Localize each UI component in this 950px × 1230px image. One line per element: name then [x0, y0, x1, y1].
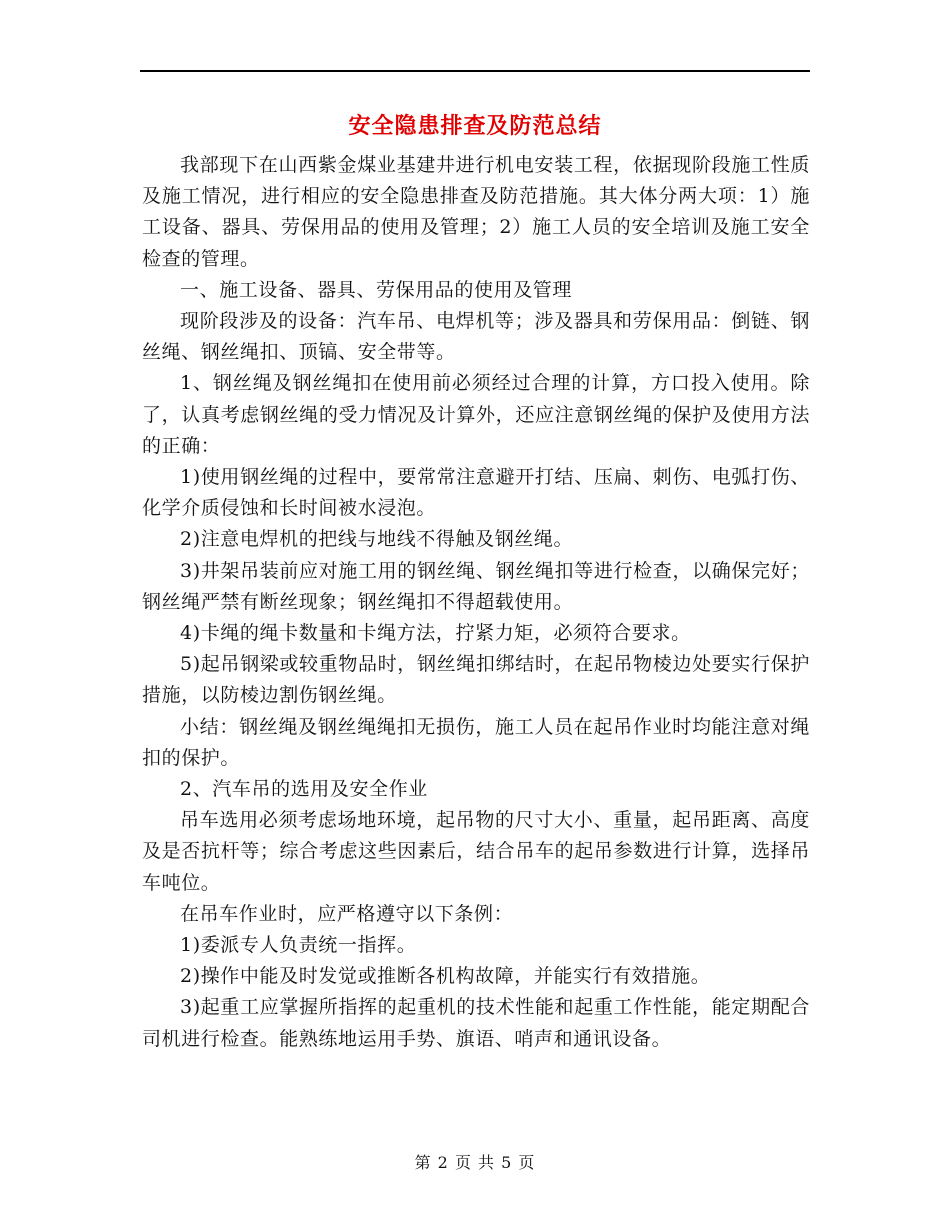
list-item-rope-2: 2)注意电焊机的把线与地线不得触及钢丝绳。 — [180, 528, 574, 551]
page-number-footer: 第 2 页 共 5 页 — [414, 1153, 536, 1172]
list-item-crane-3: 3)起重工应掌握所指挥的起重机的技术性能和起重工作性能，能定期配合司机进行检查。能熟练地运用手势、旗语、哨声和通讯设备。 — [142, 996, 810, 1050]
paragraph-wire-rope: 1、钢丝绳及钢丝绳扣在使用前必须经过合理的计算，方口投入使用。除了，认真考虑钢丝绳的受力情况及计算外，还应注意钢丝绳的保护及使用方法的正确： — [142, 372, 810, 457]
subsection-heading-crane: 2、汽车吊的选用及安全作业 — [180, 778, 428, 801]
document-title: 安全隐患排查及防范总结 — [348, 113, 602, 139]
list-item-rope-1: 1)使用钢丝绳的过程中，要常常注意避开打结、压扁、刺伤、电弧打伤、化学介质侵蚀和长时间被水浸泡。 — [142, 466, 810, 520]
document-body — [142, 150, 810, 1055]
list-item-crane-1: 1)委派专人负责统一指挥。 — [180, 934, 417, 957]
list-item-rope-5: 5)起吊钢梁或较重物品时，钢丝绳扣绑结时，在起吊物棱边处要实行保护措施，以防棱边割伤钢丝绳。 — [142, 653, 810, 707]
paragraph-crane-rules-intro: 在吊车作业时，应严格遵守以下条例： — [180, 902, 514, 925]
paragraph-equipment: 现阶段涉及的设备：汽车吊、电焊机等；涉及器具和劳保用品：倒链、钢丝绳、钢丝绳扣、顶镐、安全带等。 — [142, 310, 810, 364]
paragraph-intro: 我部现下在山西紫金煤业基建井进行机电安装工程，依据现阶段施工性质及施工情况，进行相应的安全隐患排查及防范措施。其大体分两大项：1）施工设备、器具、劳保用品的使用及管理；2）施工人员的安全培训及施工安全检查的管理。 — [142, 154, 810, 270]
list-item-rope-3: 3)井架吊装前应对施工用的钢丝绳、钢丝绳扣等进行检查，以确保完好；钢丝绳严禁有断丝现象；钢丝绳扣不得超载使用。 — [142, 559, 810, 613]
list-item-rope-4: 4)卡绳的绳卡数量和卡绳方法，拧紧力矩，必须符合要求。 — [180, 622, 691, 645]
header-rule — [140, 70, 810, 72]
paragraph-crane-selection: 吊车选用必须考虑场地环境，起吊物的尺寸大小、重量，起吊距离、高度及是否抗杆等；综合考虑这些因素后，结合吊车的起吊参数进行计算，选择吊车吨位。 — [142, 809, 810, 894]
list-item-crane-2: 2)操作中能及时发觉或推断各机构故障，并能实行有效措施。 — [180, 965, 711, 988]
paragraph-rope-summary: 小结：钢丝绳及钢丝绳绳扣无损伤，施工人员在起吊作业时均能注意对绳扣的保护。 — [142, 715, 810, 769]
section-heading-1: 一、施工设备、器具、劳保用品的使用及管理 — [180, 278, 573, 301]
